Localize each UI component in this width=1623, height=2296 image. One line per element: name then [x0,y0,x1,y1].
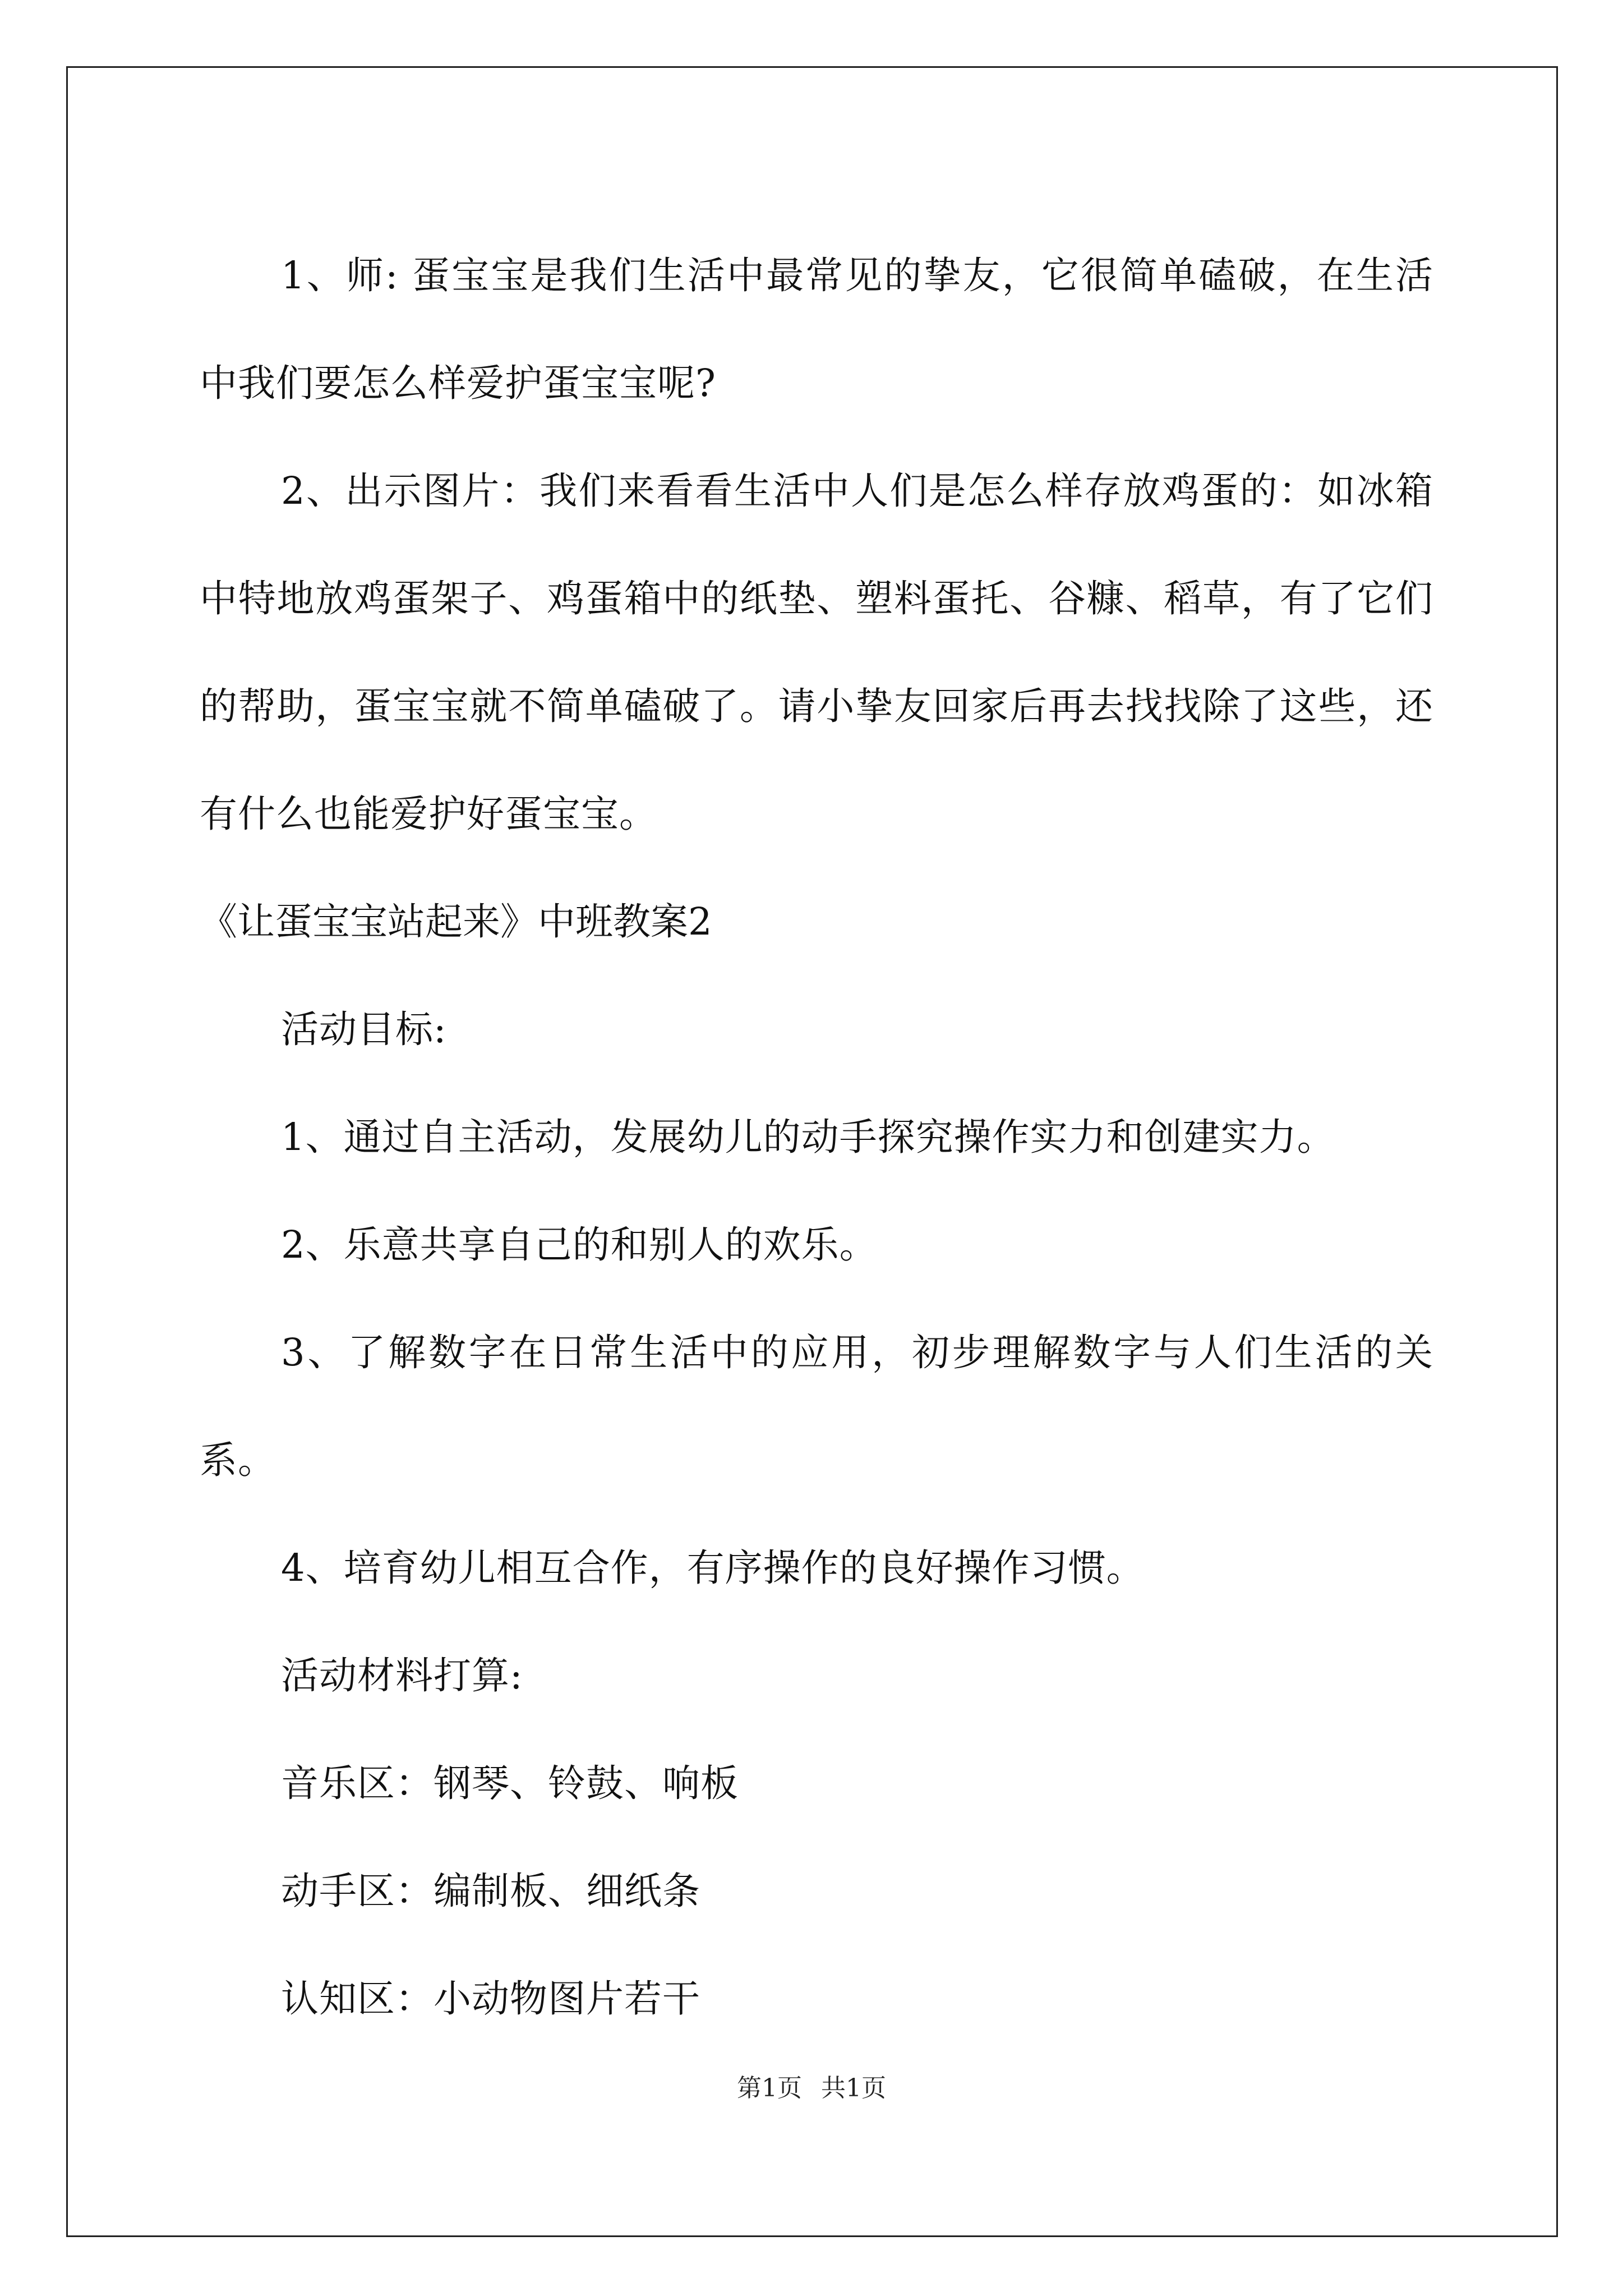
goal-item-4: 4、培育幼儿相互合作，有序操作的良好操作习惯。 [281,1546,1145,1590]
document-body [200,222,1433,2053]
material-item-cognition: 认知区：小动物图片若干 [281,1977,700,2021]
page-footer [0,2072,1623,2105]
goal-item-3: 3、了解数字在日常生活中的应用，初步理解数字与人们生活的关系。 [200,1331,1433,1482]
page-total: 共1页 [821,2074,886,2102]
material-item-handwork: 动手区：编制板、细纸条 [281,1869,700,1913]
goal-item-2: 2、乐意共享自己的和别人的欢乐。 [281,1223,878,1267]
goal-item-1: 1、通过自主活动，发展幼儿的动手探究操作实力和创建实力。 [281,1115,1335,1159]
goals-heading: 活动目标: [281,1007,447,1051]
materials-heading: 活动材料打算: [281,1654,523,1697]
paragraph-1: 1、师: 蛋宝宝是我们生活中最常见的挚友，它很简单磕破，在生活中我们要怎么样爱护蛋宝宝呢? [200,254,1433,405]
material-item-music: 音乐区：钢琴、铃鼓、响板 [281,1761,739,1805]
page-number: 第1页 [737,2074,802,2102]
paragraph-2: 2、出示图片：我们来看看生活中人们是怎么样存放鸡蛋的：如冰箱中特地放鸡蛋架子、鸡蛋箱中的纸垫、塑料蛋托、谷糠、稻草，有了它们的帮助，蛋宝宝就不简单磕破了。请小挚友回家后再去找找除了这些，还有什么也能爱护好蛋宝宝。 [200,469,1433,836]
section-title: 《让蛋宝宝站起来》中班教案2 [200,900,712,944]
